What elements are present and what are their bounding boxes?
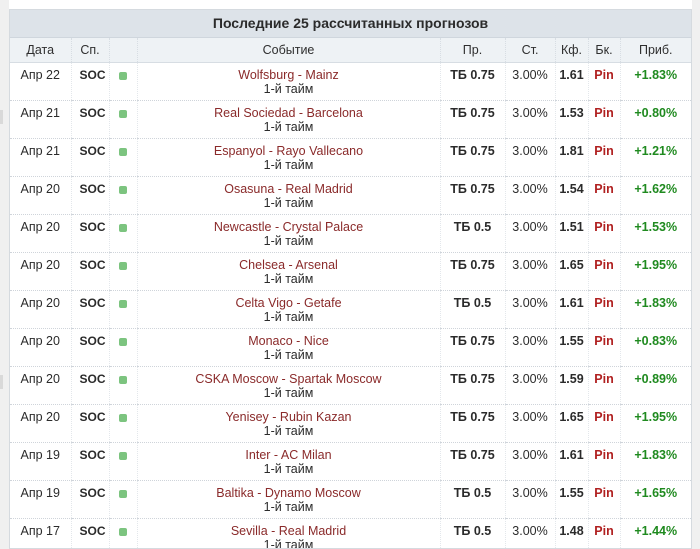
table-row[interactable] bbox=[10, 253, 691, 291]
event-period: 1-й тайм bbox=[263, 82, 314, 96]
row-bookmaker: Pin bbox=[594, 410, 614, 424]
row-bet: ТБ 0.5 bbox=[453, 220, 492, 234]
event-period: 1-й тайм bbox=[263, 462, 314, 476]
row-date: Апр 19 bbox=[20, 448, 60, 462]
col-header-event[interactable]: Событие bbox=[137, 38, 440, 63]
row-profit: +0.83% bbox=[634, 334, 678, 348]
event-period: 1-й тайм bbox=[263, 538, 314, 549]
table-row[interactable] bbox=[10, 101, 691, 139]
row-stake: 3.00% bbox=[512, 106, 548, 120]
row-odds: 1.59 bbox=[559, 372, 584, 386]
row-odds: 1.65 bbox=[559, 258, 584, 272]
col-header-date[interactable]: Дата bbox=[10, 38, 71, 63]
status-indicator bbox=[119, 148, 127, 156]
row-sport: SOC bbox=[79, 410, 106, 424]
edge-marker bbox=[0, 375, 3, 389]
row-odds: 1.81 bbox=[559, 144, 584, 158]
row-bookmaker: Pin bbox=[594, 144, 614, 158]
row-odds: 1.55 bbox=[559, 486, 584, 500]
row-profit: +1.65% bbox=[634, 486, 678, 500]
event-period: 1-й тайм bbox=[263, 348, 314, 362]
row-sport: SOC bbox=[79, 220, 106, 234]
event-period: 1-й тайм bbox=[263, 310, 314, 324]
row-sport: SOC bbox=[79, 296, 106, 310]
col-header-bet[interactable]: Пр. bbox=[440, 38, 505, 63]
row-sport: SOC bbox=[79, 486, 106, 500]
table-row[interactable] bbox=[10, 215, 691, 253]
row-date: Апр 20 bbox=[20, 372, 60, 386]
event-link[interactable]: CSKA Moscow - Spartak Moscow bbox=[195, 372, 382, 386]
row-profit: +1.83% bbox=[634, 296, 678, 310]
row-odds: 1.61 bbox=[559, 296, 584, 310]
event-link[interactable]: Sevilla - Real Madrid bbox=[230, 524, 347, 538]
row-stake: 3.00% bbox=[512, 486, 548, 500]
event-period: 1-й тайм bbox=[263, 272, 314, 286]
row-bet: ТБ 0.5 bbox=[453, 296, 492, 310]
status-indicator bbox=[119, 338, 127, 346]
row-date: Апр 21 bbox=[20, 106, 60, 120]
row-bookmaker: Pin bbox=[594, 524, 614, 538]
edge-marker bbox=[0, 110, 3, 124]
row-date: Апр 20 bbox=[20, 182, 60, 196]
row-stake: 3.00% bbox=[512, 372, 548, 386]
table-row[interactable] bbox=[10, 291, 691, 329]
status-indicator bbox=[119, 224, 127, 232]
row-date: Апр 20 bbox=[20, 410, 60, 424]
row-date: Апр 20 bbox=[20, 220, 60, 234]
row-sport: SOC bbox=[79, 68, 106, 82]
row-profit: +1.83% bbox=[634, 68, 678, 82]
row-odds: 1.51 bbox=[559, 220, 584, 234]
row-sport: SOC bbox=[79, 182, 106, 196]
row-bet: ТБ 0.75 bbox=[450, 334, 495, 348]
row-bet: ТБ 0.75 bbox=[450, 410, 495, 424]
row-bet: ТБ 0.75 bbox=[450, 106, 495, 120]
event-period: 1-й тайм bbox=[263, 386, 314, 400]
row-profit: +1.21% bbox=[634, 144, 678, 158]
event-period: 1-й тайм bbox=[263, 196, 314, 210]
col-header-bookmaker[interactable]: Бк. bbox=[588, 38, 620, 63]
event-period: 1-й тайм bbox=[263, 500, 314, 514]
row-profit: +1.53% bbox=[634, 220, 678, 234]
event-link[interactable]: Celta Vigo - Getafe bbox=[235, 296, 342, 310]
row-stake: 3.00% bbox=[512, 524, 548, 538]
table-row[interactable] bbox=[10, 519, 691, 549]
status-indicator bbox=[119, 300, 127, 308]
row-stake: 3.00% bbox=[512, 334, 548, 348]
row-profit: +1.62% bbox=[634, 182, 678, 196]
row-profit: +1.44% bbox=[634, 524, 678, 538]
table-header-row bbox=[10, 38, 691, 63]
row-profit: +0.80% bbox=[634, 106, 678, 120]
row-stake: 3.00% bbox=[512, 144, 548, 158]
row-stake: 3.00% bbox=[512, 296, 548, 310]
row-odds: 1.61 bbox=[559, 68, 584, 82]
col-header-odds[interactable]: Кф. bbox=[555, 38, 588, 63]
table-row[interactable] bbox=[10, 139, 691, 177]
row-sport: SOC bbox=[79, 258, 106, 272]
col-header-sport[interactable]: Сп. bbox=[71, 38, 109, 63]
row-date: Апр 22 bbox=[20, 68, 60, 82]
forecasts-panel bbox=[9, 9, 692, 549]
table-row[interactable] bbox=[10, 443, 691, 481]
status-indicator bbox=[119, 452, 127, 460]
status-indicator bbox=[119, 490, 127, 498]
table-row[interactable] bbox=[10, 177, 691, 215]
row-profit: +0.89% bbox=[634, 372, 678, 386]
col-header-status bbox=[109, 38, 137, 63]
top-strip bbox=[0, 0, 700, 9]
panel-title: Последние 25 рассчитанных прогнозов bbox=[10, 10, 691, 38]
row-date: Апр 21 bbox=[20, 144, 60, 158]
row-odds: 1.61 bbox=[559, 448, 584, 462]
event-link[interactable]: Espanyol - Rayo Vallecano bbox=[213, 144, 364, 158]
row-stake: 3.00% bbox=[512, 68, 548, 82]
page-edge-right bbox=[692, 0, 700, 549]
status-indicator bbox=[119, 72, 127, 80]
row-stake: 3.00% bbox=[512, 220, 548, 234]
table-row[interactable] bbox=[10, 405, 691, 443]
row-bookmaker: Pin bbox=[594, 486, 614, 500]
row-date: Апр 19 bbox=[20, 486, 60, 500]
status-indicator bbox=[119, 376, 127, 384]
event-link[interactable]: Monaco - Nice bbox=[248, 334, 329, 348]
table-body bbox=[10, 63, 691, 549]
row-odds: 1.54 bbox=[559, 182, 584, 196]
status-indicator bbox=[119, 528, 127, 536]
event-link[interactable]: Yenisey - Rubin Kazan bbox=[225, 410, 352, 424]
forecasts-table bbox=[10, 38, 691, 549]
row-bet: ТБ 0.75 bbox=[450, 68, 495, 82]
col-header-profit[interactable]: Приб. bbox=[620, 38, 691, 63]
row-bookmaker: Pin bbox=[594, 296, 614, 310]
row-bookmaker: Pin bbox=[594, 220, 614, 234]
row-bet: ТБ 0.75 bbox=[450, 144, 495, 158]
page-edge-left bbox=[0, 0, 9, 549]
row-stake: 3.00% bbox=[512, 258, 548, 272]
row-bookmaker: Pin bbox=[594, 182, 614, 196]
row-bookmaker: Pin bbox=[594, 68, 614, 82]
row-odds: 1.55 bbox=[559, 334, 584, 348]
row-bet: ТБ 0.75 bbox=[450, 372, 495, 386]
row-odds: 1.48 bbox=[559, 524, 584, 538]
row-bookmaker: Pin bbox=[594, 448, 614, 462]
status-indicator bbox=[119, 110, 127, 118]
event-link[interactable]: Newcastle - Crystal Palace bbox=[213, 220, 364, 234]
row-date: Апр 20 bbox=[20, 296, 60, 310]
row-sport: SOC bbox=[79, 372, 106, 386]
table-row[interactable] bbox=[10, 481, 691, 519]
event-link[interactable]: Wolfsburg - Mainz bbox=[238, 68, 339, 82]
row-stake: 3.00% bbox=[512, 182, 548, 196]
row-bet: ТБ 0.75 bbox=[450, 258, 495, 272]
row-odds: 1.65 bbox=[559, 410, 584, 424]
row-bet: ТБ 0.5 bbox=[453, 524, 492, 538]
row-date: Апр 20 bbox=[20, 334, 60, 348]
row-profit: +1.95% bbox=[634, 410, 678, 424]
event-link[interactable]: Chelsea - Arsenal bbox=[239, 258, 338, 272]
row-sport: SOC bbox=[79, 106, 106, 120]
event-link[interactable]: Osasuna - Real Madrid bbox=[224, 182, 353, 196]
event-period: 1-й тайм bbox=[263, 424, 314, 438]
row-bookmaker: Pin bbox=[594, 334, 614, 348]
event-link[interactable]: Inter - AC Milan bbox=[245, 448, 332, 462]
row-date: Апр 17 bbox=[20, 524, 60, 538]
row-stake: 3.00% bbox=[512, 410, 548, 424]
event-period: 1-й тайм bbox=[263, 120, 314, 134]
event-link[interactable]: Real Sociedad - Barcelona bbox=[214, 106, 363, 120]
table-row[interactable] bbox=[10, 329, 691, 367]
status-indicator bbox=[119, 414, 127, 422]
col-header-stake[interactable]: Ст. bbox=[505, 38, 555, 63]
table-row[interactable] bbox=[10, 63, 691, 101]
row-odds: 1.53 bbox=[559, 106, 584, 120]
row-bet: ТБ 0.5 bbox=[453, 486, 492, 500]
table-row[interactable] bbox=[10, 367, 691, 405]
row-sport: SOC bbox=[79, 524, 106, 538]
row-sport: SOC bbox=[79, 448, 106, 462]
event-period: 1-й тайм bbox=[263, 158, 314, 172]
row-stake: 3.00% bbox=[512, 448, 548, 462]
status-indicator bbox=[119, 262, 127, 270]
row-bookmaker: Pin bbox=[594, 372, 614, 386]
row-date: Апр 20 bbox=[20, 258, 60, 272]
row-bet: ТБ 0.75 bbox=[450, 182, 495, 196]
row-profit: +1.83% bbox=[634, 448, 678, 462]
row-sport: SOC bbox=[79, 334, 106, 348]
row-profit: +1.95% bbox=[634, 258, 678, 272]
row-bookmaker: Pin bbox=[594, 258, 614, 272]
event-link[interactable]: Baltika - Dynamo Moscow bbox=[216, 486, 361, 500]
event-period: 1-й тайм bbox=[263, 234, 314, 248]
row-bookmaker: Pin bbox=[594, 106, 614, 120]
status-indicator bbox=[119, 186, 127, 194]
row-sport: SOC bbox=[79, 144, 106, 158]
row-bet: ТБ 0.75 bbox=[450, 448, 495, 462]
